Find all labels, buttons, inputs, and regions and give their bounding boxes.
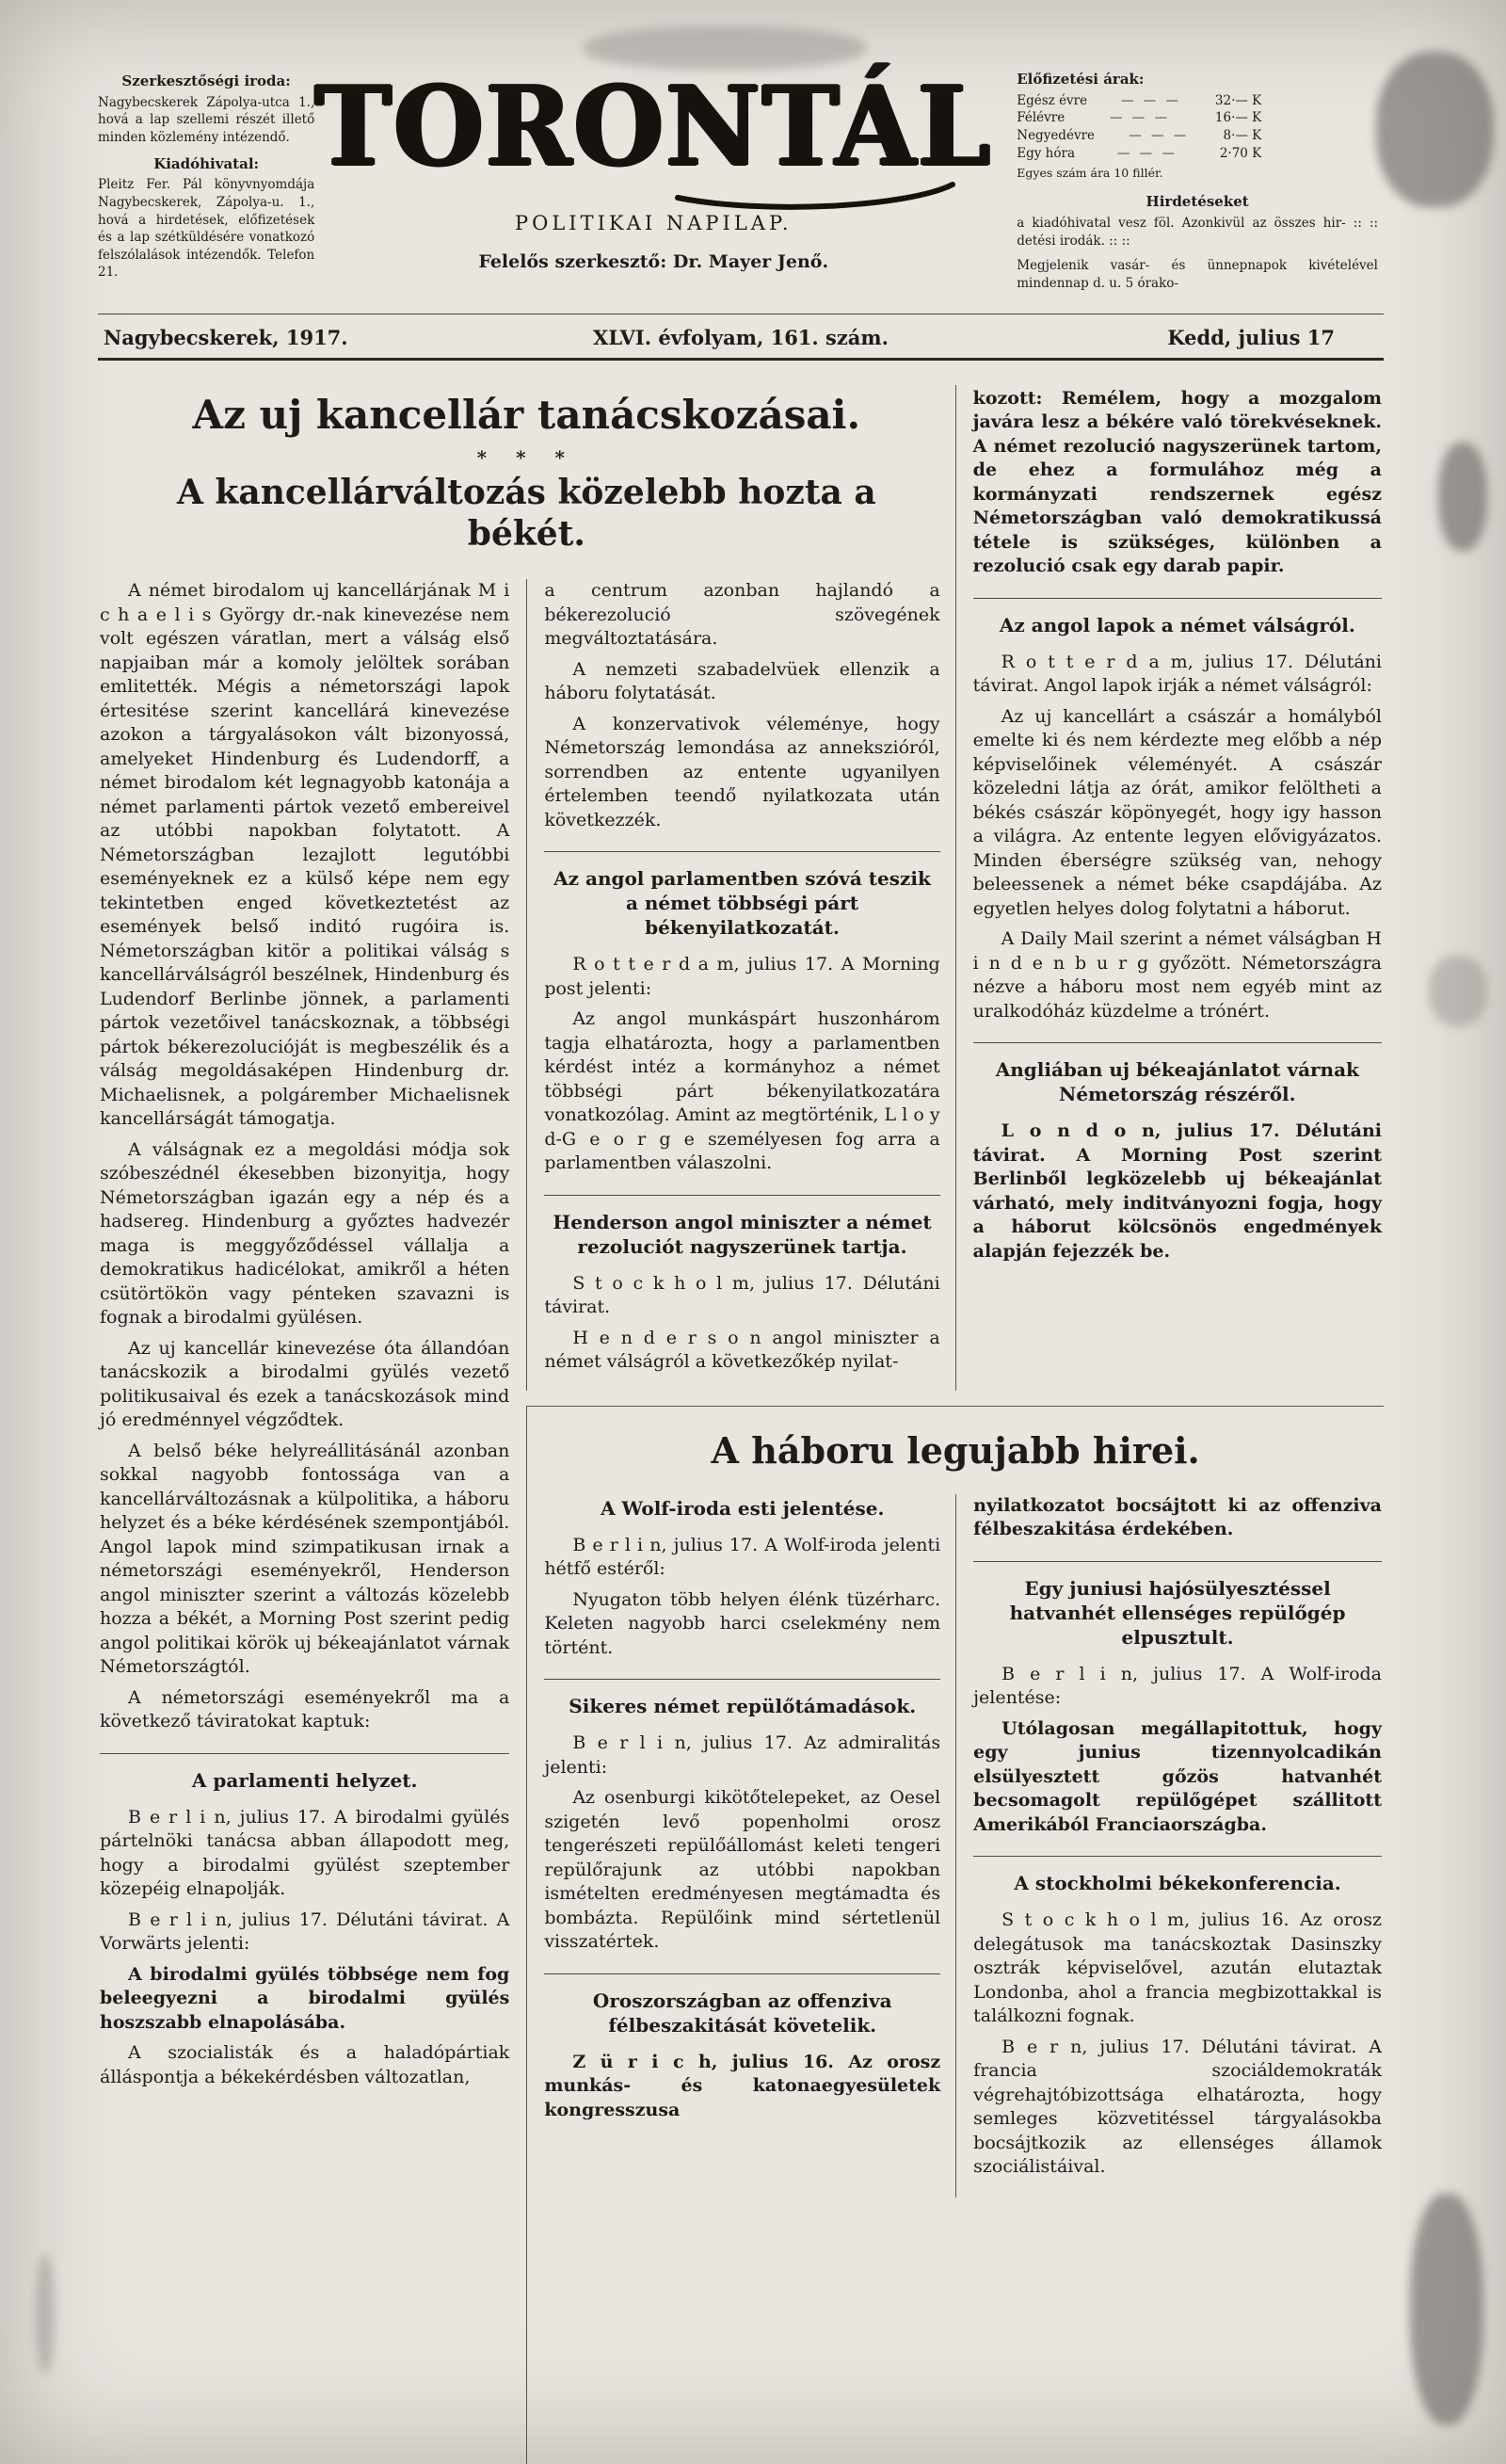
article-paragraph: B e r l i n, julius 17. A Wolf-iroda jelentése: bbox=[973, 1663, 1382, 1709]
article-paragraph: Az osenburgi kikötőtelepeket, az Oesel szigetén levő popenholmi orosz tengerészeti repülőállomást keleti tengeri repülőrajunk az utóbbi napokban ismételten eredményesen megtámadta és bombázta. Repülőink mind sértetlenül visszatértek. bbox=[544, 1787, 941, 1953]
dateline-issue: XLVI. évfolyam, 161. szám. bbox=[593, 325, 889, 349]
article-paragraph: A szocialisták és a haladópártiak álláspontja a békekérdésben változatlan, bbox=[100, 2042, 510, 2087]
single-copy-price: Egyes szám ára 10 fillér. bbox=[1017, 166, 1163, 181]
subscription-price-row bbox=[1017, 92, 1261, 110]
article-paragraph: B e r l i n, julius 17. A Wolf-iroda jelenti hétfő estéről: bbox=[544, 1534, 941, 1580]
article-paragraph: S t o c k h o l m, julius 16. Az orosz delegátusok ma tanácskoztak Dasinszky osztrák képviselővel, azután elutaztak Londonba, ahol a francia megbizottakkal is találkozni fognak. bbox=[973, 1909, 1382, 2027]
scan-smudge bbox=[1438, 443, 1487, 551]
article-paragraph: A nemzeti szabadelvüek ellenzik a háboru folytatását. bbox=[544, 658, 940, 704]
dateline bbox=[98, 314, 1384, 361]
publisher-heading: Kiadóhivatal: bbox=[153, 154, 260, 172]
column-2 bbox=[526, 579, 954, 1391]
newspaper-subtitle: POLITIKAI NAPILAP. bbox=[515, 211, 793, 234]
publication-schedule-text: Megjelenik vasár- és ünnepnapok kivételével mindennap d. u. 5 órako- bbox=[1017, 258, 1378, 291]
article-paragraph: Az uj kancellárt a császár a homályból emelte ki és nem kérdezte meg előbb a nép képviselőinek véleményét. A császár közeledni látja az órát, amikor felöltheti a békés császár köpönyegét, hogy igy hasson a világra. Az entente legyen elővigyázatos. Minden éberségre szükség van, nehogy beleessenek a német béke csapdájába. Az egyetlen helyes dolog folytatni a háborut. bbox=[972, 705, 1382, 919]
newspaper-logo: TORONTÁL bbox=[314, 61, 993, 191]
article-paragraph: R o t t e r d a m, julius 17. A Morning post jelenti: bbox=[544, 954, 940, 999]
article-paragraph: A Daily Mail szerint a német válságban H i n d e n b u r g győzött. Németországra nézve a háboru most nem egyéb mint az uralkodóház küzdelme a trónért. bbox=[972, 928, 1382, 1022]
subscription-price-row bbox=[1017, 127, 1261, 145]
article-paragraph: B e r l i n, julius 17. Délutáni távirat. A Vorwärts jelenti: bbox=[100, 1908, 510, 1955]
price-label: Egy hóra bbox=[1017, 145, 1075, 161]
price-dashes: — — — bbox=[1110, 110, 1171, 126]
lead-article-subtitle: A kancellárváltozás közelebb hozta a békét. bbox=[176, 472, 876, 554]
subscription-price-list bbox=[1017, 92, 1378, 163]
price-value: 16·— K bbox=[1214, 110, 1262, 126]
article-heading: Sikeres német repülőtámadások. bbox=[544, 1679, 940, 1718]
newspaper-page bbox=[98, 0, 1384, 2464]
article-paragraph: B e r l i n, julius 17. A birodalmi gyülés pártelnöki tanácsa abban állapodott meg, hogy a birodalmi gyülést szeptember közepéig elnapolják. bbox=[100, 1806, 510, 1900]
article-heading: Henderson angol miniszter a német rezoluciót nagyszerünek tartja. bbox=[544, 1195, 939, 1259]
lead-article-title: Az uj kancellár tanácskozásai. bbox=[192, 391, 861, 438]
price-value: 32·— K bbox=[1214, 92, 1262, 108]
war-news-section bbox=[526, 1406, 1384, 2464]
editor-line: Felelős szerkesztő: Dr. Mayer Jenő. bbox=[478, 250, 829, 272]
article-paragraph: S t o c k h o l m, julius 17. Délutáni távirat. bbox=[544, 1272, 940, 1318]
article-heading: A Wolf-iroda esti jelentése. bbox=[601, 1496, 885, 1520]
subscription-price-row bbox=[1017, 109, 1261, 127]
article-paragraph: A konzervativok véleménye, hogy Németország lemondása az annekszióról, sorrendben az entente ugyanilyen értelemben teendő nyilatkozata után következzék. bbox=[544, 713, 940, 830]
ads-text: a kiadóhivatal vesz föl. Azonkivül az összes hir- :: :: detési irodák. :: :: bbox=[1017, 216, 1378, 249]
price-dashes: — — — bbox=[1120, 92, 1182, 108]
article-paragraph: A birodalmi gyülés többsége nem fog beleegyezni a birodalmi gyülés hoszszabb elnapolásába. bbox=[100, 1963, 510, 2033]
page-body bbox=[98, 361, 1384, 2464]
editorial-office-heading: Szerkesztőségi iroda: bbox=[121, 72, 291, 89]
article-paragraph: A válságnak ez a megoldási módja sok szóbeszédnél ékesebben bizonyitja, hogy Németországban igazán egy a nép és a hadsereg. Hindenburg a győztes hadvezér maga is meggyőződéssel vállalja a demokratikus hadicélokat, amikről a héten csütörtökön vagy pénteken szavazni is fognak a birodalmi gyülésen. bbox=[100, 1138, 510, 1329]
article-paragraph: H e n d e r s o n angol miniszter a német válságról a következőkép nyilat- bbox=[544, 1327, 940, 1373]
dateline-place: Nagybecskerek, 1917. bbox=[104, 325, 348, 349]
price-value: 8·— K bbox=[1223, 127, 1262, 143]
price-dashes: — — — bbox=[1129, 127, 1190, 143]
publisher-text: Pleitz Fer. Pál könyvnyomdája Nagybecskerek, Zápolya-u. 1., hová a hirdetések, előfizetések és a lap szétküldésére vonatkozó felszólalások intézendők. Telefon 21. bbox=[98, 177, 315, 281]
dateline-date: Kedd, julius 17 bbox=[1167, 325, 1335, 349]
editorial-office-text: Nagybecskerek Zápolya-utca 1., hová a lap szellemi részét illető minden közlemény intézendő. bbox=[98, 94, 315, 145]
article-paragraph: A belső béke helyreállitásánál azonban sokkal nagyobb fontossága van a kancellárváltozásnak a külpolitika, a háboru helyzet és a béke kérdésének szempontjából. Angol lapok mind szimpatikusan irnak a németországi eseményekről, Henderson angol miniszter szerint a változás közelebb hozza a békét, a Morning Post szerint pedig angol politikai körök uj békeajánlatot várnak Németországtól. bbox=[100, 1440, 510, 1678]
masthead bbox=[98, 61, 1384, 314]
article-heading: A stockholmi békekonferencia. bbox=[973, 1856, 1382, 1895]
article-paragraph: Az uj kancellár kinevezése óta állandóan tanácskozik a birodalmi gyülés vezető politikusaival és ezek a tanácskozások mind jó eredménnyel végződtek. bbox=[100, 1337, 510, 1431]
price-label: Negyedévre bbox=[1017, 127, 1096, 143]
article-paragraph: Az angol munkáspárt huszonhárom tagja elhatározta, hogy a parlamentben kérdést intéz a kormányhoz a német többségi párt békenyilatkozatára vonatkozólag. Amint az megtörténik, L l o y d-G e o r g e személyesen fog arra a parlamentben válaszolni. bbox=[544, 1008, 940, 1174]
column-3 bbox=[955, 385, 1384, 1391]
war-news-title: A háboru legujabb hirei. bbox=[711, 1428, 1200, 1472]
article-heading: Az angol lapok a német válságról. bbox=[973, 598, 1382, 637]
scan-smudge bbox=[1376, 52, 1494, 207]
article-paragraph: kozott: Remélem, hogy a mozgalom javára lesz a békére való törekvéseknek. A német rezolució nagyszerünek tartom, de ehez a formulához még a kormányzati rendszernek egész Németországban való demokratikussá tétele is szükséges, különben a rezolució csak egy darab papir. bbox=[972, 387, 1382, 577]
subscription-price-row bbox=[1017, 145, 1261, 163]
column-1 bbox=[98, 579, 526, 2464]
scan-smudge bbox=[36, 2255, 55, 2373]
price-label: Egész évre bbox=[1017, 92, 1088, 108]
war-news-left-column bbox=[527, 1494, 955, 2198]
article-paragraph: A német birodalom uj kancellárjának M i c h a e l i s György dr.-nak kinevezése nem volt egészen váratlan, mert a válság első napjaiban már a komoly jelöltek sorában emlitették. Mégis a németországi lapok értesitése szerint kancellárá kinevezése azokon a tárgyalásokon vált bizonyossá, amelyeket Hindenburg és Ludendorff, a német birodalom két legnagyobb katonája a német parlamenti pártok vezető embereivel az utóbbi napokban folytatott. A Németországban lezajlott legutóbbi eseményeknek ez a külső képe nem egy tekintetben enged következtetést az események belső inditó rugóira is. Németországban kitör a politikai válság s kancellárválságról beszélnek, Hindenburg és Ludendorf Berlinbe jönnek, a parlamenti pártok vezetőivel tanácskoznak, a többségi pártok békerezolucióját is megbeszélik és a válság megoldásaképen Hindenburg dr. Michaelisnek, a polgárember Michaelisnek kancellárságát támogatja. bbox=[100, 580, 510, 1130]
subscription-block bbox=[992, 66, 1384, 300]
scan-smudge bbox=[1410, 2194, 1483, 2424]
article-heading: Oroszországban az offenziva félbeszakitását követelik. bbox=[544, 1973, 940, 2037]
article-heading: Egy juniusi hajósülyesztéssel hatvanhét ellenséges repülőgép elpusztult. bbox=[973, 1561, 1382, 1650]
article-heading: Az angol parlamentben szóvá teszik a német többségi párt békenyilatkozatát. bbox=[544, 851, 939, 940]
article-paragraph: nyilatkozatot bocsájtott ki az offenziva félbeszakitása érdekében. bbox=[973, 1494, 1382, 1540]
article-paragraph: R o t t e r d a m, julius 17. Délutáni távirat. Angol lapok irják a német válságról: bbox=[972, 651, 1382, 697]
article-heading: Angliában uj békeajánlatot várnak Németország részéről. bbox=[973, 1042, 1382, 1106]
ornament-stars: * * * bbox=[476, 445, 576, 469]
ads-heading: Hirdetéseket bbox=[1146, 193, 1249, 211]
logo-swash-ornament bbox=[674, 181, 956, 213]
office-info-block bbox=[98, 66, 314, 289]
article-paragraph: L o n d o n, julius 17. Délutáni távirat. A Morning Post szerint Berlinből legközelebb uj békeajánlat várható, mely inditványozni fogja, hogy a háborut kölcsönös engedmények alapján fejezzék be. bbox=[972, 1120, 1382, 1262]
war-news-right-column bbox=[955, 1494, 1384, 2198]
article-paragraph: a centrum azonban hajlandó a békerezolució szövegének megváltoztatására. bbox=[544, 580, 940, 650]
article-paragraph: A németországi eseményekről ma a következő táviratokat kaptuk: bbox=[100, 1686, 510, 1732]
price-value: 2·70 K bbox=[1219, 145, 1262, 161]
lead-article-header bbox=[98, 385, 955, 580]
article-paragraph: B e r l i n, julius 17. Az admiralitás jelenti: bbox=[544, 1732, 941, 1778]
article-paragraph: Utólagosan megállapitottuk, hogy egy junius tizennyolcadikán elsülyesztett gőzös hatvanhét becsomagolt repülőgépet szállitott Amerikából Franciaországba. bbox=[973, 1717, 1382, 1835]
article-paragraph: Nyugaton több helyen élénk tüzérharc. Keleten nagyobb harci cselekmény nem történt. bbox=[544, 1588, 941, 1658]
price-dashes: — — — bbox=[1116, 145, 1178, 161]
war-news-columns bbox=[527, 1494, 1384, 2198]
scan-smudge bbox=[1429, 956, 1487, 1026]
article-paragraph: B e r n, julius 17. Délutáni távirat. A francia szociáldemokraták végrehajtóbizottsága elhatározta, hogy semleges közvetitéssel tárgyalásokba bocsájtkozik az ellenséges államok szociálistáival. bbox=[973, 2036, 1382, 2178]
article-paragraph: Z ü r i c h, julius 16. Az orosz munkás- és katonaegyesületek kongresszusa bbox=[544, 2051, 941, 2120]
masthead-center bbox=[314, 61, 993, 282]
article-heading: A parlamenti helyzet. bbox=[100, 1753, 509, 1793]
price-label: Félévre bbox=[1017, 110, 1065, 126]
subscription-heading: Előfizetési árak: bbox=[1017, 71, 1145, 88]
